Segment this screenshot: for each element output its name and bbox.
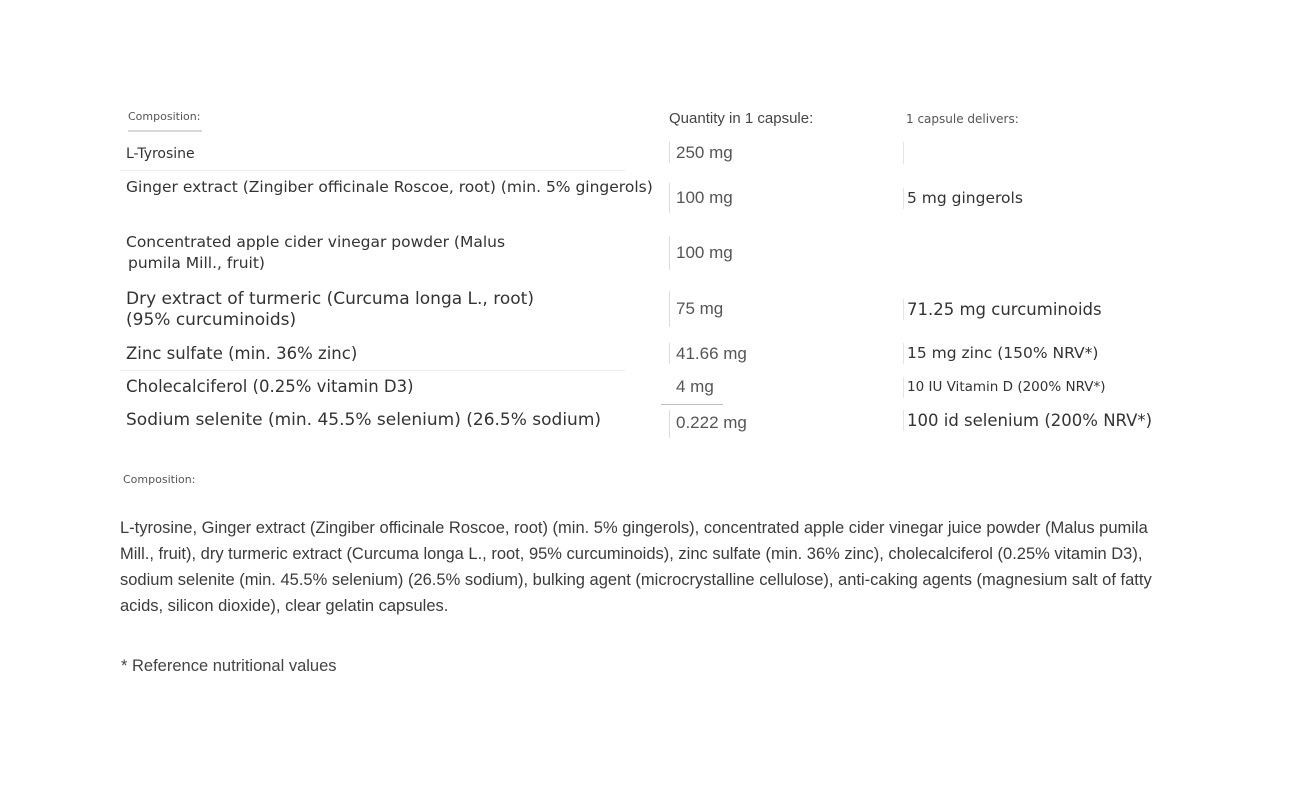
ingredient-delivers: 15 mg zinc (150% NRV*) — [903, 343, 1098, 364]
row-divider — [120, 370, 625, 371]
ingredient-quantity: 41.66 mg — [669, 343, 747, 364]
ingredient-quantity: 4 mg — [676, 377, 714, 396]
ingredient-delivers: 5 mg gingerols — [903, 188, 1023, 209]
ingredient-quantity: 100 mg — [669, 236, 733, 270]
ingredient-quantity: 75 mg — [669, 291, 723, 327]
header-delivers: 1 capsule delivers: — [906, 112, 1019, 126]
ingredient-name-line: Concentrated apple cider vinegar powder (Malus — [126, 233, 506, 251]
ingredient-name-line: pumila Mill., fruit) — [128, 254, 265, 272]
ingredient-delivers: 10 IU Vitamin D (200% NRV*) — [903, 377, 1105, 398]
ingredient-name-line: (95% curcuminoids) — [126, 310, 297, 330]
row-divider — [661, 404, 723, 405]
ingredient-name: Zinc sulfate (min. 36% zinc) — [126, 344, 358, 363]
ingredient-delivers: 100 id selenium (200% NRV*) — [903, 410, 1152, 431]
composition-title: Composition: — [123, 473, 196, 486]
ingredient-name — [126, 289, 534, 331]
ingredient-delivers: 71.25 mg curcuminoids — [903, 299, 1102, 320]
header-quantity: Quantity in 1 capsule: — [669, 110, 814, 127]
ingredient-name — [126, 232, 505, 274]
ingredient-name: Cholecalciferol (0.25% vitamin D3) — [126, 377, 414, 396]
row-divider — [120, 170, 625, 171]
ingredient-name: Sodium selenite (min. 45.5% selenium) (26.5% sodium) — [126, 410, 602, 430]
ingredient-delivers — [903, 142, 907, 164]
ingredient-quantity: 250 mg — [669, 142, 733, 163]
ingredient-quantity: 100 mg — [669, 183, 733, 213]
ingredient-name-line: Dry extract of turmeric (Curcuma longa L., root) — [126, 289, 534, 309]
header-composition: Composition: — [128, 110, 201, 123]
ingredient-name: L-Tyrosine — [126, 146, 195, 162]
ingredient-name: Ginger extract (Zingiber officinale Roscoe, root) (min. 5% gingerols) — [126, 178, 653, 196]
composition-text: L-tyrosine, Ginger extract (Zingiber officinale Roscoe, root) (min. 5% gingerols), concentrated apple cider vinegar juice powder (Malus pumila Mill., fruit), dry turmeric extract (Curcuma longa L., root, 95% curcuminoids), zinc sulfate (min. 36% zinc), cholecalciferol (0.25% vitamin D3), sodium selenite (min. 45.5% selenium) (26.5% sodium), bulking agent (microcrystalline cellulose), anti-caking agents (magnesium salt of fatty acids, silicon dioxide), clear gelatin capsules. — [120, 519, 1152, 615]
ingredient-quantity: 0.222 mg — [669, 410, 747, 438]
footnote: * Reference nutritional values — [121, 657, 337, 675]
